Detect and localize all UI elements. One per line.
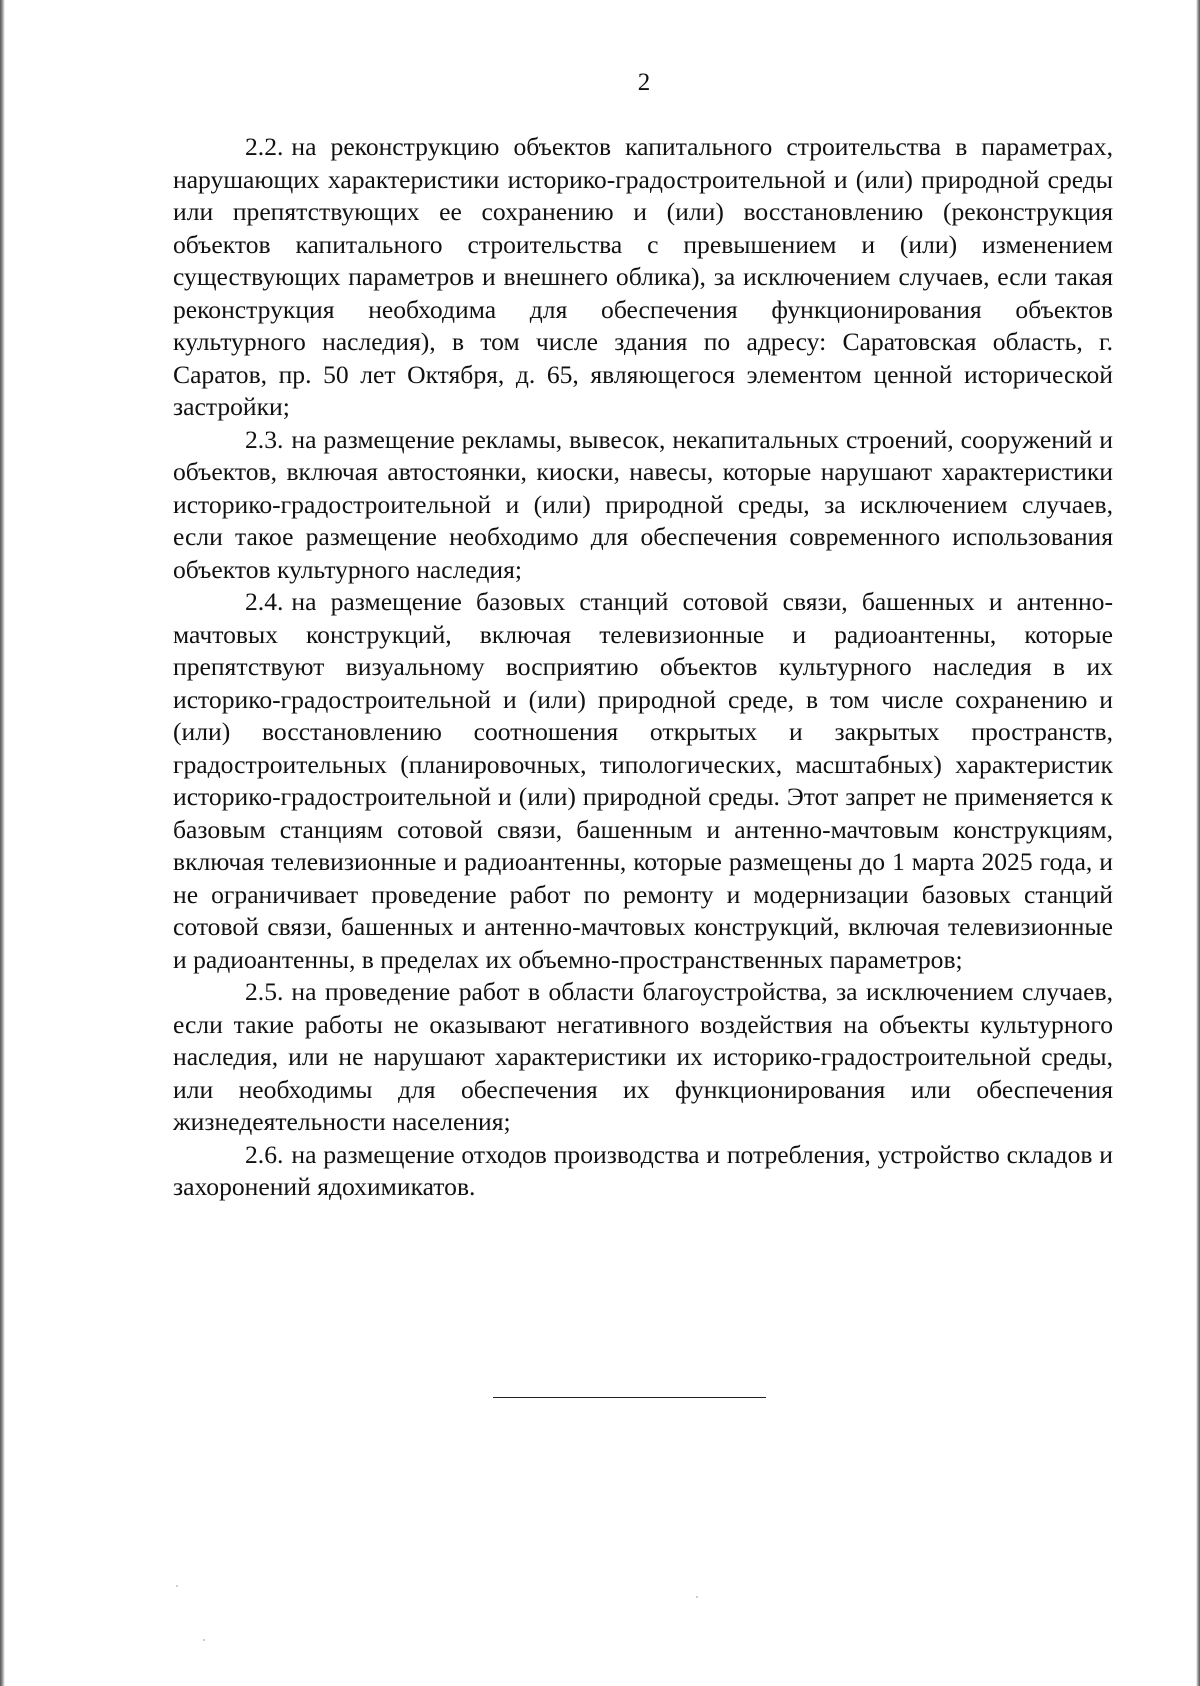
paragraph-text: на размещение рекламы, вывесок, некапитальных строений, сооружений и объектов, включая автостоянки, киоски, навесы, которые нарушают характеристики историко-градостроительной и (или) природной среды, за исключением случаев, если такое размещение необходимо для обеспечения современного использования объектов культурного наследия; (173, 424, 1113, 584)
scan-speck (203, 1639, 205, 1641)
document-body (173, 131, 1113, 1204)
paragraph-2-3 (173, 424, 1113, 587)
scan-edge-left (0, 0, 5, 1686)
paragraph-number: 2.3. (245, 424, 284, 454)
end-separator-line (493, 1397, 766, 1398)
paragraph-text: на проведение работ в области благоустройства, за исключением случаев, если такие работы не оказывают негативного воздействия на объекты культурного наследия, или не нарушают характеристики их историко-градостроительной среды, или необходимы для обеспечения их функционирования или обеспечения жизнедеятельности населения; (173, 977, 1113, 1136)
paragraph-number: 2.4. (245, 587, 284, 616)
scan-speck (176, 1585, 178, 1587)
paragraph-text: на реконструкцию объектов капитального строительства в параметрах, нарушающих характеристики историко-градостроительной и (или) природной среды или препятствующих ее сохранению и (или) восстановлению (реконструкция объектов капитального строительства с превышением и (или) изменением существующих параметров и внешнего облика), за исключением случаев, если такая реконструкция необходима для обеспечения функционирования объектов культурного наследия), в том числе здания по адресу: Саратовская область, г. Саратов, пр. 50 лет Октября, д. 65, являющегося элементом ценной исторической застройки; (173, 132, 1113, 421)
paragraph-text: на размещение базовых станций сотовой связи, башенных и антенно-мачтовых конструкций, включая телевизионные и радиоантенны, которые препятствуют визуальному восприятию объектов культурного наследия в их историко-градостроительной и (или) природной среде, в том числе сохранению и (или) восстановлению соотношения открытых и закрытых пространств, градостроительных (планировочных, типологических, масштабных) характеристик историко-градостроительной и (или) природной среды. Этот запрет не применяется к базовым станциям сотовой связи, башенным и антенно-мачтовым конструкциям, включая телевизионные и радиоантенны, которые размещены до 1 марта 2025 года, и не ограничивает проведение работ по ремонту и модернизации базовых станций сотовой связи, башенных и антенно-мачтовых конструкций, включая телевизионные и радиоантенны, в пределах их объемно-пространственных параметров; (173, 587, 1113, 974)
paragraph-2-5 (173, 976, 1113, 1139)
paragraph-2-6 (173, 1139, 1113, 1204)
scan-speck (696, 1596, 698, 1598)
paragraph-2-4 (173, 586, 1113, 976)
paragraph-number: 2.5. (245, 977, 284, 1006)
paragraph-number: 2.6. (245, 1139, 284, 1169)
paragraph-text: на размещение отходов производства и потребления, устройство складов и захоронений ядохимикатов. (173, 1139, 1113, 1201)
page-number: 2 (637, 69, 651, 96)
scan-edge-right (1196, 0, 1200, 1686)
paragraph-number: 2.2. (245, 132, 284, 161)
paragraph-2-2 (173, 131, 1113, 424)
